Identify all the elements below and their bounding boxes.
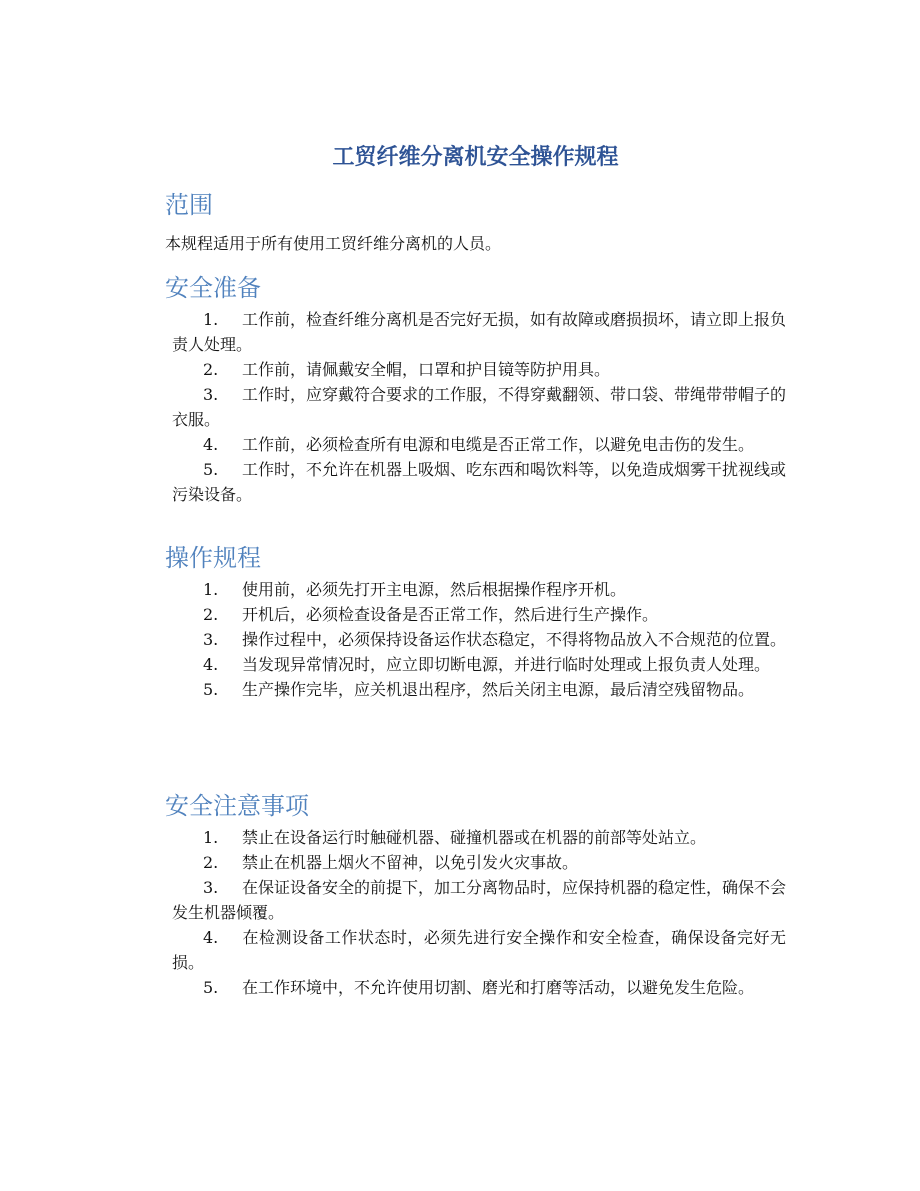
section-operating-procedure xyxy=(165,541,786,702)
list-item-text: 在工作环境中，不允许使用切割、磨光和打磨等活动，以避免发生危险。 xyxy=(242,978,755,997)
list-item xyxy=(165,577,786,602)
list-item xyxy=(165,432,786,457)
list-item-text: 使用前，必须先打开主电源，然后根据操作程序开机。 xyxy=(242,580,627,599)
list-item-number: 1. xyxy=(203,580,219,599)
list-item-number: 4. xyxy=(203,655,219,674)
list-item xyxy=(165,457,786,507)
list-item-number: 4. xyxy=(203,435,219,454)
section-heading: 安全注意事项 xyxy=(165,792,309,820)
list-item-number: 4. xyxy=(203,928,219,947)
list-item xyxy=(165,652,786,677)
section-scope xyxy=(165,188,786,256)
list-item xyxy=(165,975,786,1000)
numbered-list xyxy=(165,577,786,702)
list-item xyxy=(165,307,786,357)
list-item xyxy=(165,382,786,432)
list-item-number: 5. xyxy=(203,978,219,997)
list-item-text: 工作时，应穿戴符合要求的工作服，不得穿戴翻领、带口袋、带绳带带帽子的衣服。 xyxy=(172,385,787,429)
section-paragraph: 本规程适用于所有使用工贸纤维分离机的人员。 xyxy=(165,234,502,253)
list-item-number: 3. xyxy=(203,878,219,897)
section-heading: 范围 xyxy=(165,191,213,219)
section-heading: 安全准备 xyxy=(165,274,261,302)
list-item-text: 工作前，请佩戴安全帽，口罩和护目镜等防护用具。 xyxy=(242,360,611,379)
list-item-text: 在检测设备工作状态时，必须先进行安全操作和安全检查，确保设备完好无损。 xyxy=(172,928,786,972)
list-item xyxy=(165,925,786,975)
list-item-text: 禁止在机器上烟火不留神，以免引发火灾事故。 xyxy=(242,853,579,872)
list-item-text: 当发现异常情况时，应立即切断电源，并进行临时处理或上报负责人处理。 xyxy=(242,655,771,674)
list-item xyxy=(165,357,786,382)
list-item-number: 1. xyxy=(203,828,219,847)
list-item xyxy=(165,850,786,875)
list-item-text: 工作前，必须检查所有电源和电缆是否正常工作，以避免电击伤的发生。 xyxy=(242,435,755,454)
document-title: 工贸纤维分离机安全操作规程 xyxy=(332,145,619,170)
list-item-number: 3. xyxy=(203,385,219,404)
list-item-number: 2. xyxy=(203,853,219,872)
list-item-number: 2. xyxy=(203,605,219,624)
list-item-text: 开机后，必须检查设备是否正常工作，然后进行生产操作。 xyxy=(242,605,659,624)
list-item xyxy=(165,677,786,702)
section-heading: 操作规程 xyxy=(165,544,261,572)
list-item xyxy=(165,627,786,652)
list-item-number: 5. xyxy=(203,680,219,699)
section-safety-preparation xyxy=(165,271,786,507)
list-item-number: 3. xyxy=(203,630,219,649)
list-item-text: 禁止在设备运行时触碰机器、碰撞机器或在机器的前部等处站立。 xyxy=(242,828,707,847)
list-item xyxy=(165,875,786,925)
list-item-text: 工作时，不允许在机器上吸烟、吃东西和喝饮料等，以免造成烟雾干扰视线或污染设备。 xyxy=(172,460,787,504)
list-item xyxy=(165,825,786,850)
numbered-list xyxy=(165,307,786,507)
list-item-text: 生产操作完毕，应关机退出程序，然后关闭主电源，最后清空残留物品。 xyxy=(242,680,755,699)
list-item-number: 5. xyxy=(203,460,219,479)
list-item-text: 操作过程中，必须保持设备运作状态稳定，不得将物品放入不合规范的位置。 xyxy=(242,630,787,649)
list-item-text: 工作前，检查纤维分离机是否完好无损，如有故障或磨损损坏，请立即上报负责人处理。 xyxy=(172,310,787,354)
list-item-number: 1. xyxy=(203,310,219,329)
section-safety-precautions xyxy=(165,789,786,1000)
numbered-list xyxy=(165,825,786,1000)
list-item-number: 2. xyxy=(203,360,219,379)
list-item-text: 在保证设备安全的前提下，加工分离物品时，应保持机器的稳定性，确保不会发生机器倾覆。 xyxy=(172,878,787,922)
list-item xyxy=(165,602,786,627)
